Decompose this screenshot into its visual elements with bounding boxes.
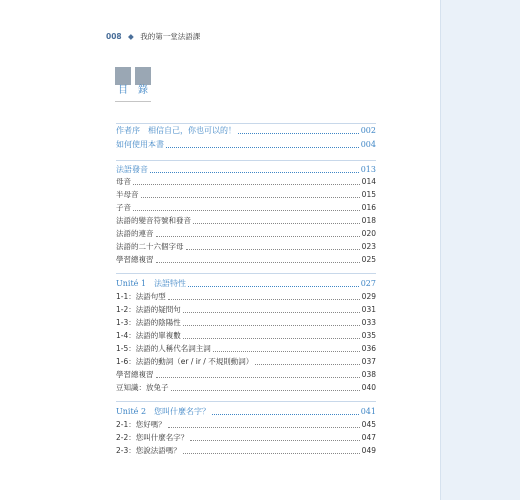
- toc-section-heading[interactable]: [116, 277, 376, 289]
- dot-leader: [156, 261, 360, 263]
- toc-entry[interactable]: [116, 138, 376, 150]
- toc-entry[interactable]: [116, 418, 376, 430]
- toc-entry-page: 041: [360, 407, 376, 416]
- toc-entry-page: 049: [361, 446, 376, 455]
- toc-entry-page: 045: [361, 420, 376, 429]
- dot-leader: [141, 196, 360, 198]
- toc-section-heading[interactable]: [116, 163, 376, 175]
- toc-list: [116, 0, 376, 500]
- toc-entry-label: 2-2：您叫什麼名字？: [116, 433, 189, 442]
- toc-entry-label: 1-2：法語的疑問句: [116, 305, 181, 314]
- toc-entry[interactable]: [116, 381, 376, 393]
- toc-entry[interactable]: [116, 124, 376, 136]
- toc-entry[interactable]: [116, 175, 376, 187]
- toc-entry-label: 母音: [116, 177, 131, 186]
- toc-entry-label: 法語的二十六個字母: [116, 242, 184, 251]
- toc-entry-page: 038: [361, 370, 376, 379]
- dot-leader: [156, 235, 360, 237]
- toc-entry-page: 047: [361, 433, 376, 442]
- toc-entry-label: 1-1：法語句型: [116, 292, 166, 301]
- dot-leader: [213, 350, 360, 352]
- toc-entry-label: 1-6：法語的動詞（er / ir / 不規則動詞）: [116, 357, 254, 366]
- dot-leader: [212, 413, 359, 415]
- dot-leader: [188, 285, 359, 287]
- toc-entry-page: 033: [361, 318, 376, 327]
- toc-entry-label: 學習總複習: [116, 370, 154, 379]
- dot-leader: [150, 171, 359, 173]
- toc-entry-label: 作者序 相信自己，你也可以的！: [116, 126, 236, 135]
- toc-entry-page: 036: [361, 344, 376, 353]
- toc-entry-label: 法語發音: [116, 165, 148, 174]
- toc-entry[interactable]: [116, 342, 376, 354]
- toc-entry[interactable]: [116, 214, 376, 226]
- toc-entry-label: 學習總複習: [116, 255, 154, 264]
- dot-leader: [255, 363, 359, 365]
- toc-entry-page: 013: [360, 165, 376, 174]
- page-edge-divider: [440, 0, 441, 500]
- toc-entry[interactable]: [116, 188, 376, 200]
- dot-leader: [183, 311, 360, 313]
- toc-entry-page: 014: [361, 177, 376, 186]
- toc-entry[interactable]: [116, 201, 376, 213]
- toc-entry-label: Unité 2 您叫什麼名字？: [116, 407, 211, 416]
- dot-leader: [168, 426, 360, 428]
- toc-entry-page: 035: [361, 331, 376, 340]
- toc-entry[interactable]: [116, 316, 376, 328]
- dot-leader: [133, 183, 360, 185]
- toc-entry-page: 016: [361, 203, 376, 212]
- dot-leader: [183, 324, 360, 326]
- toc-entry-label: 子音: [116, 203, 131, 212]
- toc-entry[interactable]: [116, 240, 376, 252]
- header-separator-icon: ◆: [128, 32, 134, 41]
- dot-leader: [171, 389, 360, 391]
- book-title: 我的第一堂法語課: [140, 32, 201, 41]
- toc-entry[interactable]: [116, 303, 376, 315]
- toc-section-heading[interactable]: [116, 405, 376, 417]
- toc-entry-label: 法語的變音符號和發音: [116, 216, 191, 225]
- toc-entry-label: 1-3：法語的陰陽性: [116, 318, 181, 327]
- dot-leader: [166, 146, 359, 148]
- toc-entry[interactable]: [116, 253, 376, 265]
- toc-entry[interactable]: [116, 290, 376, 302]
- title-char: 錄: [135, 85, 151, 96]
- dot-leader: [168, 298, 360, 300]
- toc-entry-label: 豆知識：放兔子: [116, 383, 169, 392]
- page-number: 008: [106, 32, 122, 41]
- toc-entry-page: 023: [361, 242, 376, 251]
- toc-entry-label: 2-3：您說法語嗎？: [116, 446, 181, 455]
- title-char: 目: [115, 85, 131, 96]
- toc-entry[interactable]: [116, 355, 376, 367]
- toc-entry[interactable]: [116, 227, 376, 239]
- toc-entry-page: 040: [361, 383, 376, 392]
- dot-leader: [183, 452, 360, 454]
- right-margin-band: [440, 0, 520, 500]
- toc-entry-page: 027: [360, 279, 376, 288]
- toc-entry-page: 002: [360, 126, 376, 135]
- toc-entry-page: 037: [361, 357, 376, 366]
- toc-entry[interactable]: [116, 431, 376, 443]
- toc-entry-label: Unité 1 法語特性: [116, 279, 187, 288]
- toc-entry[interactable]: [116, 444, 376, 456]
- toc-entry-page: 004: [360, 140, 376, 149]
- toc-entry[interactable]: [116, 368, 376, 380]
- toc-entry-page: 015: [361, 190, 376, 199]
- dot-leader: [190, 439, 359, 441]
- toc-entry[interactable]: [116, 329, 376, 341]
- toc-entry-label: 法語的連音: [116, 229, 154, 238]
- toc-entry-page: 031: [361, 305, 376, 314]
- toc-entry-page: 020: [361, 229, 376, 238]
- toc-entry-label: 1-4：法語的單複數: [116, 331, 181, 340]
- toc-entry-label: 2-1：您好嗎？: [116, 420, 166, 429]
- toc-entry-label: 如何使用本書: [116, 140, 164, 149]
- toc-entry-page: 025: [361, 255, 376, 264]
- dot-leader: [183, 337, 360, 339]
- toc-entry-page: 018: [361, 216, 376, 225]
- toc-entry-page: 029: [361, 292, 376, 301]
- dot-leader: [238, 132, 359, 134]
- dot-leader: [186, 248, 360, 250]
- dot-leader: [193, 222, 360, 224]
- toc-entry-label: 1-5：法語的人稱代名詞主詞: [116, 344, 211, 353]
- dot-leader: [133, 209, 360, 211]
- toc-entry-label: 半母音: [116, 190, 139, 199]
- dot-leader: [156, 376, 360, 378]
